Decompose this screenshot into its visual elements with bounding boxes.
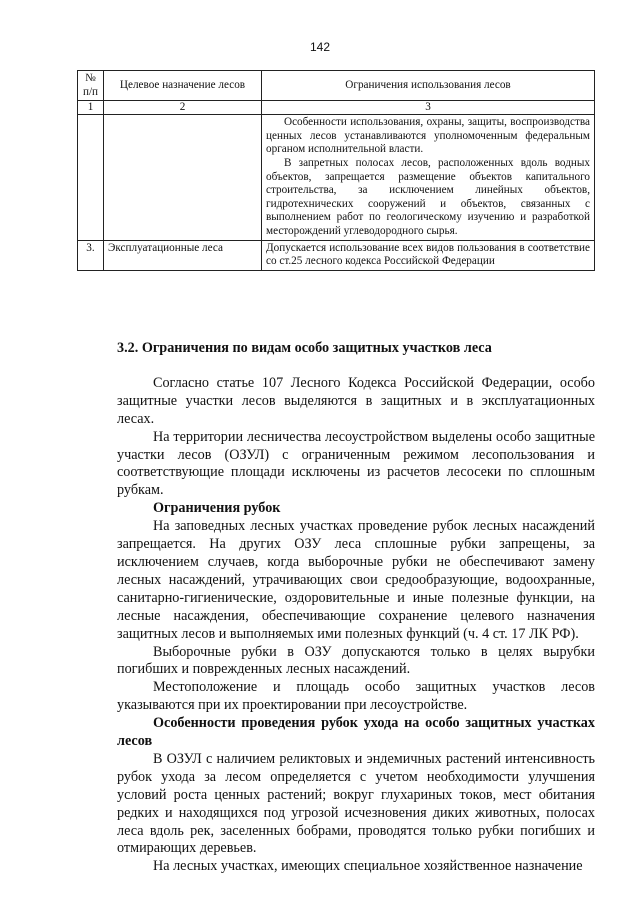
paragraph: В ОЗУЛ с наличием реликтовых и эндемичных растений интенсивность рубок ухода за лесом определяется с учетом необходимости улучшения условий роста ценных растений; вокруг глухариных токов, мест обитания редких и находящихся под угрозой исчезновения диких животных, полосах леса вдоль рек, заселенных бобрами, проводятся только рубки погибших и отмирающих деревьев. — [117, 750, 595, 857]
paragraph: Местоположение и площадь особо защитных участков лесов указываются при их проектировании при лесоустройстве. — [117, 679, 595, 714]
column-number-row — [78, 101, 595, 115]
column-number: 3 — [262, 101, 595, 115]
paragraph: На заповедных лесных участках проведение рубок лесных насаждений запрещается. На других ОЗУ леса сплошные рубки запрещены, за исключением случаев, когда выборочные рубки не обеспечивают замену лесных насаждений, утрачивающих свои средообразующие, водоохранные, санитарно-гигиенические, оздоровительные и иные полезные функции, на лесные насаждения, обеспечивающие сохранение целевого назначения защитных лесов и выполняемых ими полезных функций (ч. 4 ст. 17 ЛК РФ). — [117, 518, 595, 642]
table-cell-num — [78, 115, 104, 240]
restriction-paragraph: Особенности использования, охраны, защиты, воспроизводства ценных лесов устанавливаются уполномоченным федеральным органом исполнительной власти. — [266, 116, 590, 156]
table-cell-restriction — [262, 240, 595, 270]
paragraph: На территории лесничества лесоустройством выделены особо защитные участки лесов (ОЗУЛ) с ограниченным режимом лесопользования и соответствующие площади исключены из расчетов лесосеки по сплошным рубкам. — [117, 428, 595, 499]
subheading: Ограничения рубок — [153, 500, 281, 517]
header-purpose: Целевое назначение лесов — [104, 71, 262, 101]
table-cell-purpose — [104, 115, 262, 240]
header-restrictions: Ограничения использования лесов — [262, 71, 595, 101]
column-number: 2 — [104, 101, 262, 115]
paragraph: На лесных участках, имеющих специальное хозяйственное назначение — [153, 858, 583, 875]
paragraph: Выборочные рубки в ОЗУ допускаются только в целях вырубки погибших и поврежденных лесных насаждений. — [117, 643, 595, 678]
section-body — [117, 340, 595, 876]
table-header-row — [78, 71, 595, 101]
table-cell-restriction — [262, 115, 595, 240]
table-cell-purpose: Эксплуатационные леса — [104, 240, 262, 270]
restriction-paragraph: В запретных полосах лесов, расположенных вдоль водных объектов, запрещается размещение объектов капитального строительства, за исключением линейных объектов, гидротехнических сооружений и объектов, связанных с выполнением работ по геологическому изучению и разработкой месторождений углеводородного сырья. — [266, 156, 590, 237]
table-row — [78, 240, 595, 270]
restriction-paragraph: Допускается использование всех видов пользования в соответствие со ст.25 лесного кодекса Российской Федерации — [266, 241, 590, 268]
paragraph: Согласно статье 107 Лесного Кодекса Российской Федерации, особо защитные участки лесов выделяются в защитных и в эксплуатационных лесах. — [117, 374, 595, 427]
column-number: 1 — [78, 101, 104, 115]
table-row — [78, 115, 595, 240]
section-title: 3.2. Ограничения по видам особо защитных участков леса — [117, 340, 492, 356]
header-num: № п/п — [78, 71, 104, 101]
subheading: Особенности проведения рубок ухода на особо защитных участках лесов — [117, 715, 595, 750]
restrictions-table — [77, 70, 595, 271]
page-number: 142 — [309, 40, 331, 54]
table-cell-num: 3. — [78, 240, 104, 270]
